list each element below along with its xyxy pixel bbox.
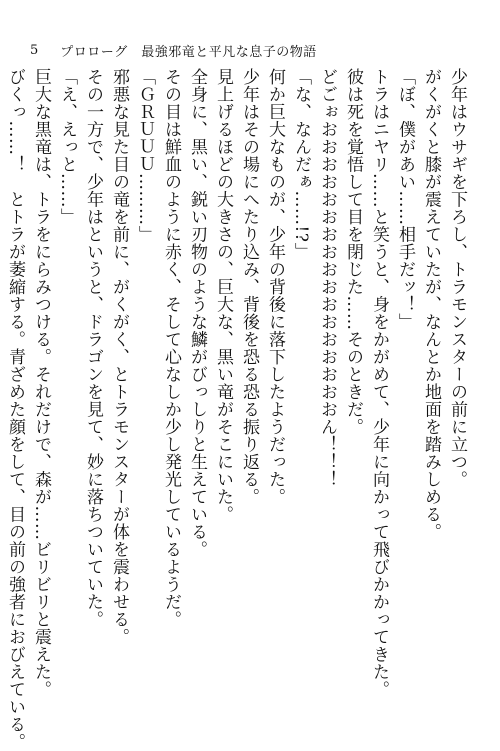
text-line: その目は鮮血のように赤く、そして心なしか少し発光しているようだ。 [161, 68, 181, 628]
text-line: 「え、えっと……」 [57, 68, 77, 226]
text-line: がくがくと膝が震えていたが、なんとか地面を踏みしめる。 [421, 68, 441, 541]
text-line: 見上げるほどの大きさの、巨大な、黒い竜がそこにいた。 [213, 68, 233, 523]
page-header [30, 40, 317, 60]
text-line: トラはニヤリ……と笑うと、身をかがめて、少年に向かって飛びかかってきた。 [369, 68, 389, 698]
text-line: 「ぼ、僕があい……相手だッ！」 [395, 68, 415, 331]
text-line: 何か巨大なものが、少年の背後に落下したようだった。 [265, 68, 285, 506]
text-line: 彼は死を覚悟して目を閉じた……そのときだ。 [343, 68, 363, 436]
text-line: 巨大な黒竜は、トラをにらみつける。それだけで、森が……ビリビリと震えた。 [31, 68, 51, 698]
running-head: プロローグ 最強邪竜と平凡な息子の物語 [60, 44, 317, 60]
text-line: 全身に、黒い、鋭い刃物のような鱗がびっしりと生えている。 [187, 68, 207, 558]
text-line: 「ＧＲＵＵＵ………」 [135, 68, 155, 243]
text-line: 少年はその場にへたり込み、背後を恐る恐る振り返る。 [239, 68, 259, 506]
text-line: どごぉおおおおおおおおおおおおおおおおおん！！！ [317, 68, 337, 488]
text-line: その一方で、少年はというと、ドラゴンを見て、妙に落ちついていた。 [83, 68, 103, 628]
text-line: 邪悪な見た目の竜を前に、がくがく、とトラモンスターが体を震わせる。 [109, 68, 129, 646]
body-text [2, 68, 470, 751]
text-line: 少年はウサギを下ろし、トラモンスターの前に立つ。 [447, 68, 467, 488]
text-line: びくっ……！ とトラが萎縮する。青ざめた顔をして、目の前の強者におびえている。 [5, 68, 25, 751]
text-line: 「な、なんだぁ……!?」 [291, 68, 311, 260]
page-number: 5 [30, 42, 39, 58]
